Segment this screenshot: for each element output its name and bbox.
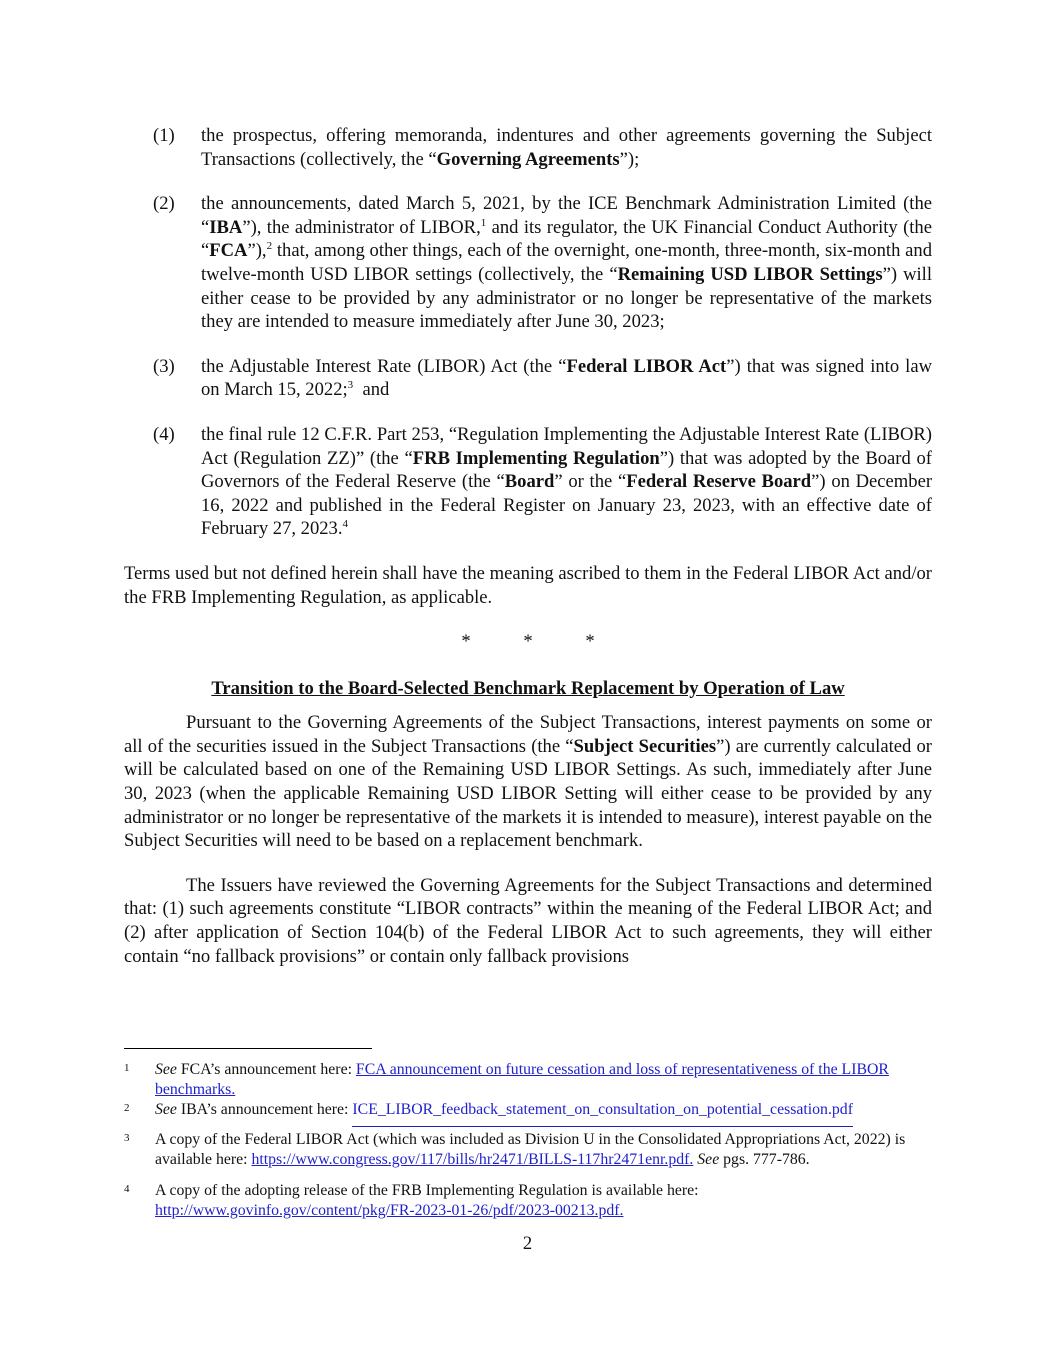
section-heading: Transition to the Board-Selected Benchmark Replacement by Operation of Law	[211, 677, 845, 699]
item-text: the final rule 12 C.F.R. Part 253, “Regulation Implementing the Adjustable Interest Rate (LIBOR) Act (Regulation ZZ)” (the “FRB Implementing Regulation”) that was adopted by the Board of Governors of the Federal Reserve (the “Board” or the “Federal Reserve Board”) on December 16, 2022 and published in the Federal Register on January 23, 2023, with an effective date of February 27, 2023.$^4$	[201, 423, 933, 540]
item-number: (2)	[153, 193, 175, 215]
footnote-ref-3[interactable]: 3	[347, 379, 354, 392]
footnote-number: 3	[124, 1132, 130, 1144]
section-separator	[124, 630, 932, 654]
separator-star: *	[461, 631, 471, 653]
iba-announcement-link[interactable]: ICE_LIBOR_feedback_statement_on_consultation_on_potential_cessation.pdf	[352, 1101, 853, 1127]
footnote-number: 2	[124, 1102, 130, 1114]
item-text: the announcements, dated March 5, 2021, by the ICE Benchmark Administration Limited (the “IBA”), the administrator of LIBOR,$^1$ and its regulator, the UK Financial Conduct Authority (the “FCA”),$^2$ that, among other things, each of the overnight, one-month, three-month, six-month and twelve-month USD LIBOR settings (collectively, the “Remaining USD LIBOR Settings”) will either cease to be provided by any administrator or no longer be representative of the markets they are intended to measure immediately after June 30, 2023;	[201, 193, 932, 333]
separator-star: *	[585, 631, 595, 653]
fca-announcement-link[interactable]: FCA announcement on future cessation and loss of representativeness of the LIBOR benchmarks.	[155, 1061, 889, 1098]
separator-star: *	[523, 631, 533, 653]
footnote-ref-2[interactable]: 2	[266, 240, 273, 253]
item-text: the Adjustable Interest Rate (LIBOR) Act (the “Federal LIBOR Act”) that was signed into law on March 15, 2022;$^3$ and	[201, 355, 933, 401]
footnote-ref-4[interactable]: 4	[342, 518, 348, 531]
congress-gov-link[interactable]: https://www.congress.gov/117/bills/hr2471/BILLS-117hr2471enr.pdf.	[251, 1150, 694, 1168]
list-item-1	[124, 124, 932, 171]
footnote-number: 4	[124, 1183, 130, 1195]
list-item-2	[124, 192, 932, 334]
footnote-ref-1[interactable]: 1	[480, 216, 487, 229]
footnote-1: 1 See FCA’s announcement here: FCA announcement on future cessation and loss of representativeness of the LIBOR benchmarks.	[124, 1061, 889, 1098]
footnote-number: 1	[124, 1062, 130, 1074]
item-text: the prospectus, offering memoranda, indentures and other agreements governing the Subject Transactions (collectively, the “Governing Agreements”);	[201, 125, 932, 170]
main-body	[124, 124, 932, 989]
item-number: (3)	[153, 355, 175, 377]
footnote-divider	[124, 1048, 372, 1049]
list-item-4	[124, 423, 932, 541]
govinfo-link[interactable]: http://www.govinfo.gov/content/pkg/FR-2023-01-26/pdf/2023-00213.pdf.	[155, 1201, 624, 1219]
list-item-3	[124, 355, 932, 402]
footnote-2: 2 See IBA’s announcement here: ICE_LIBOR_feedback_statement_on_consultation_on_potential_cessation.pdf	[124, 1100, 932, 1120]
terms-paragraph: Terms used but not defined herein shall have the meaning ascribed to them in the Federal LIBOR Act and/or the FRB Implementing Regulation, as applicable.	[124, 562, 932, 608]
footnote-4: 4 A copy of the adopting release of the FRB Implementing Regulation is available here: http://www.govinfo.gov/content/pkg/FR-2023-01-26/pdf/2023-00213.pdf.	[124, 1182, 699, 1219]
item-number: (4)	[153, 423, 175, 445]
paragraph-subject-securities: Pursuant to the Governing Agreements of the Subject Transactions, interest payments on some or all of the securities issued in the Subject Transactions (the “Subject Securities”) are currently calculated or will be calculated based on one of the Remaining USD LIBOR Settings. As such, immediately after June 30, 2023 (when the applicable Remaining USD LIBOR Setting will either cease to be provided by any administrator or no longer be representative of the markets it is intended to measure), interest payable on the Subject Securities will need to be based on a replacement benchmark.	[124, 712, 932, 852]
footnote-3: 3 A copy of the Federal LIBOR Act (which was included as Division U in the Consolidated Appropriations Act, 2022) is available here: https://www.congress.gov/117/bills/hr2471/BILLS-117hr2471enr.pdf. See pgs. 777-786.	[124, 1131, 906, 1168]
paragraph-issuers-review: The Issuers have reviewed the Governing Agreements for the Subject Transactions and determined that: (1) such agreements constitute “LIBOR contracts” within the meaning of the Federal LIBOR Act; and (2) after application of Section 104(b) of the Federal LIBOR Act to such agreements, they will either contain “no fallback provisions” or contain only fallback provisions	[124, 874, 932, 967]
item-number: (1)	[153, 125, 175, 146]
page-number: 2	[522, 1233, 533, 1254]
